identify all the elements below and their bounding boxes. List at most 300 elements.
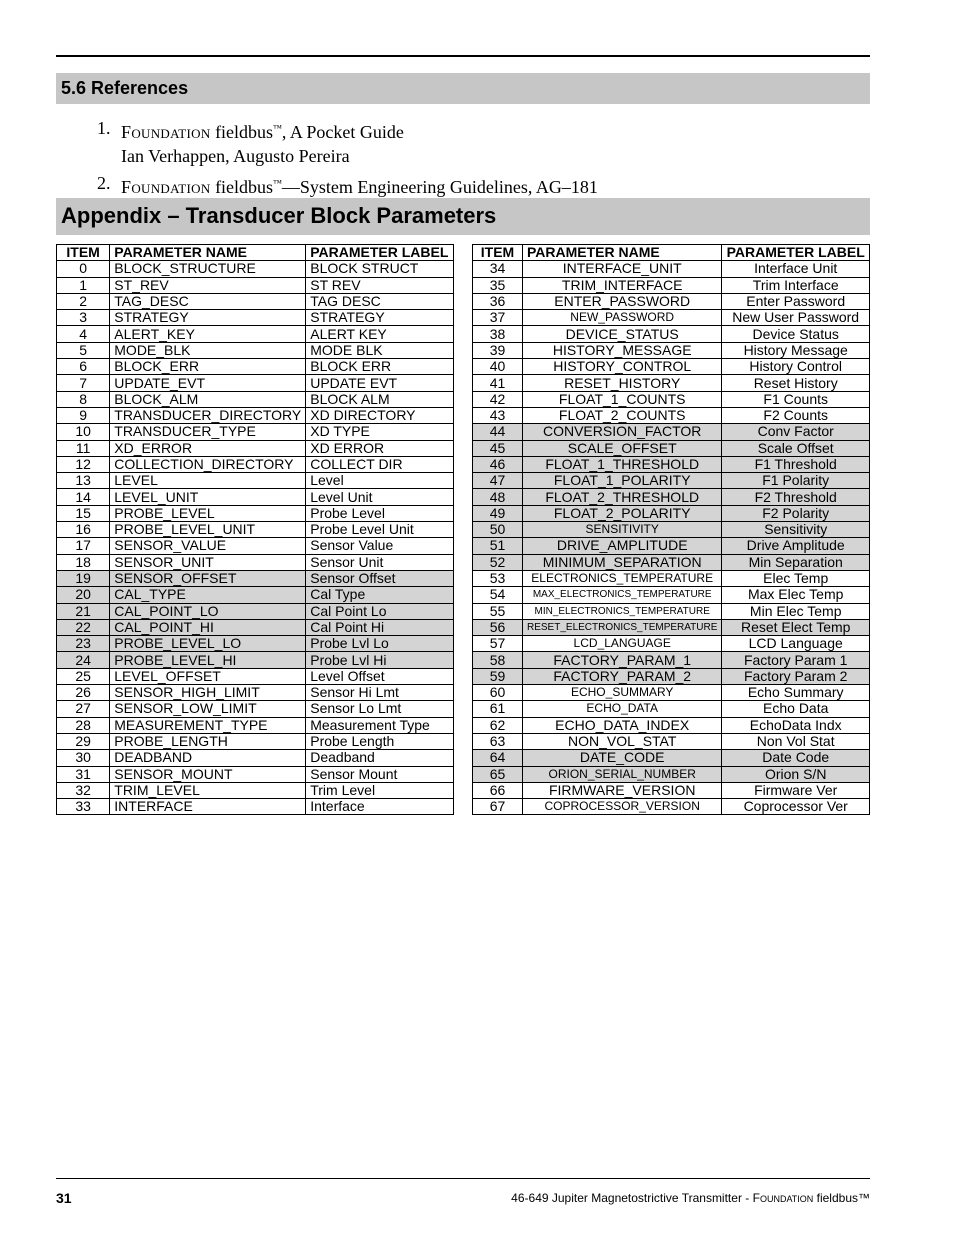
cell-parameter-name: STRATEGY [110, 310, 306, 326]
footer-title [511, 1191, 870, 1205]
table-header-row [57, 245, 454, 261]
cell-parameter-label: F2 Counts [722, 407, 870, 423]
cell-parameter-label: Cal Type [306, 587, 454, 603]
reference-title: , A Pocket Guide [281, 122, 404, 142]
cell-item: 27 [57, 701, 110, 717]
table-row [473, 375, 870, 391]
cell-parameter-name: HISTORY_MESSAGE [523, 342, 722, 358]
footer-title-suffix: fieldbus™ [813, 1191, 870, 1205]
cell-parameter-label: Max Elec Temp [722, 587, 870, 603]
cell-parameter-label: TAG DESC [306, 293, 454, 309]
table-row [57, 554, 454, 570]
cell-item: 56 [473, 619, 523, 635]
cell-parameter-label: Trim Interface [722, 277, 870, 293]
cell-parameter-name: ECHO_DATA [523, 701, 722, 717]
reference-authors: Ian Verhappen, Augusto Pereira [121, 146, 350, 166]
cell-parameter-name: DEADBAND [110, 750, 306, 766]
cell-item: 11 [57, 440, 110, 456]
table-row [473, 489, 870, 505]
cell-parameter-name: ALERT_KEY [110, 326, 306, 342]
table-row [57, 293, 454, 309]
cell-parameter-label: Drive Amplitude [722, 538, 870, 554]
appendix-title: Appendix – Transducer Block Parameters [61, 203, 497, 228]
cell-parameter-name: FLOAT_1_COUNTS [523, 391, 722, 407]
cell-item: 37 [473, 310, 523, 326]
cell-parameter-label: STRATEGY [306, 310, 454, 326]
table-row [57, 668, 454, 684]
cell-parameter-label: Coprocessor Ver [722, 799, 870, 815]
cell-parameter-name: BLOCK_STRUCTURE [110, 261, 306, 277]
cell-parameter-label: F2 Polarity [722, 505, 870, 521]
table-row [57, 701, 454, 717]
cell-item: 65 [473, 766, 523, 782]
cell-item: 42 [473, 391, 523, 407]
cell-parameter-name: FLOAT_2_COUNTS [523, 407, 722, 423]
trademark: ™ [273, 178, 282, 188]
table-row [57, 685, 454, 701]
cell-parameter-label: F2 Threshold [722, 489, 870, 505]
cell-parameter-name: FLOAT_1_THRESHOLD [523, 456, 722, 472]
cell-parameter-label: Scale Offset [722, 440, 870, 456]
header-parameter-label: PARAMETER LABEL [722, 245, 870, 261]
cell-parameter-name: ECHO_SUMMARY [523, 685, 722, 701]
table-row [57, 522, 454, 538]
cell-parameter-label: Sensor Value [306, 538, 454, 554]
cell-item: 31 [57, 766, 110, 782]
cell-parameter-name: NEW_PASSWORD [523, 310, 722, 326]
cell-item: 39 [473, 342, 523, 358]
cell-item: 20 [57, 587, 110, 603]
table-row [57, 326, 454, 342]
cell-item: 16 [57, 522, 110, 538]
cell-parameter-name: MIN_ELECTRONICS_TEMPERATURE [523, 603, 722, 619]
table-row [57, 733, 454, 749]
cell-item: 7 [57, 375, 110, 391]
table-row [473, 587, 870, 603]
cell-parameter-label: Echo Summary [722, 685, 870, 701]
cell-item: 59 [473, 668, 523, 684]
table-row [57, 359, 454, 375]
cell-parameter-name: TRIM_LEVEL [110, 782, 306, 798]
cell-parameter-name: PROBE_LEVEL_HI [110, 652, 306, 668]
table-row [57, 473, 454, 489]
cell-item: 51 [473, 538, 523, 554]
cell-parameter-label: Sensitivity [722, 522, 870, 538]
table-row [57, 570, 454, 586]
table-row [57, 342, 454, 358]
cell-parameter-label: Probe Level Unit [306, 522, 454, 538]
table-row [57, 587, 454, 603]
cell-parameter-name: FACTORY_PARAM_1 [523, 652, 722, 668]
cell-parameter-label: Min Elec Temp [722, 603, 870, 619]
cell-parameter-label: Sensor Mount [306, 766, 454, 782]
table-row [473, 636, 870, 652]
table-row [473, 310, 870, 326]
cell-item: 62 [473, 717, 523, 733]
cell-parameter-name: SENSOR_MOUNT [110, 766, 306, 782]
cell-item: 4 [57, 326, 110, 342]
cell-item: 36 [473, 293, 523, 309]
cell-parameter-name: RESET_HISTORY [523, 375, 722, 391]
cell-parameter-name: MODE_BLK [110, 342, 306, 358]
cell-parameter-label: Sensor Unit [306, 554, 454, 570]
cell-parameter-name: ECHO_DATA_INDEX [523, 717, 722, 733]
table-row [473, 277, 870, 293]
cell-item: 0 [57, 261, 110, 277]
footer-title-org: FOUNDATION [752, 1191, 814, 1205]
cell-item: 43 [473, 407, 523, 423]
cell-parameter-name: CONVERSION_FACTOR [523, 424, 722, 440]
cell-item: 8 [57, 391, 110, 407]
cell-parameter-name: PROBE_LENGTH [110, 733, 306, 749]
bottom-rule [56, 1178, 870, 1179]
table-row [57, 619, 454, 635]
table-row [473, 293, 870, 309]
section-header [56, 73, 870, 104]
table-row [473, 652, 870, 668]
table-row [473, 391, 870, 407]
cell-parameter-name: FLOAT_1_POLARITY [523, 473, 722, 489]
cell-parameter-label: ALERT KEY [306, 326, 454, 342]
cell-item: 52 [473, 554, 523, 570]
cell-parameter-name: SENSITIVITY [523, 522, 722, 538]
top-rule [56, 55, 870, 57]
cell-item: 25 [57, 668, 110, 684]
table-row [57, 424, 454, 440]
cell-parameter-label: LCD Language [722, 636, 870, 652]
cell-parameter-label: Factory Param 1 [722, 652, 870, 668]
cell-item: 61 [473, 701, 523, 717]
cell-item: 49 [473, 505, 523, 521]
cell-item: 28 [57, 717, 110, 733]
cell-parameter-label: Cal Point Lo [306, 603, 454, 619]
cell-parameter-label: Sensor Lo Lmt [306, 701, 454, 717]
cell-parameter-name: BLOCK_ERR [110, 359, 306, 375]
cell-parameter-label: XD TYPE [306, 424, 454, 440]
table-row [57, 766, 454, 782]
cell-parameter-name: PROBE_LEVEL_UNIT [110, 522, 306, 538]
table-row [473, 473, 870, 489]
cell-parameter-label: History Message [722, 342, 870, 358]
cell-item: 67 [473, 799, 523, 815]
cell-item: 66 [473, 782, 523, 798]
cell-parameter-name: COPROCESSOR_VERSION [523, 799, 722, 815]
table-row [57, 782, 454, 798]
cell-item: 10 [57, 424, 110, 440]
cell-parameter-label: Probe Lvl Hi [306, 652, 454, 668]
cell-parameter-label: Sensor Offset [306, 570, 454, 586]
cell-item: 18 [57, 554, 110, 570]
cell-item: 48 [473, 489, 523, 505]
cell-item: 12 [57, 456, 110, 472]
cell-item: 41 [473, 375, 523, 391]
cell-parameter-name: MEASUREMENT_TYPE [110, 717, 306, 733]
table-row [473, 570, 870, 586]
header-parameter-label: PARAMETER LABEL [306, 245, 454, 261]
cell-parameter-label: Interface Unit [722, 261, 870, 277]
table-row [473, 456, 870, 472]
table-row [473, 685, 870, 701]
cell-item: 60 [473, 685, 523, 701]
table-row [473, 522, 870, 538]
cell-parameter-label: XD ERROR [306, 440, 454, 456]
table-row [57, 375, 454, 391]
cell-parameter-label: EchoData Indx [722, 717, 870, 733]
cell-parameter-name: DRIVE_AMPLITUDE [523, 538, 722, 554]
cell-item: 21 [57, 603, 110, 619]
cell-parameter-name: LEVEL [110, 473, 306, 489]
table-row [473, 766, 870, 782]
cell-parameter-label: Deadband [306, 750, 454, 766]
cell-parameter-name: PROBE_LEVEL [110, 505, 306, 521]
cell-parameter-name: FIRMWARE_VERSION [523, 782, 722, 798]
table-row [473, 717, 870, 733]
table-row [57, 538, 454, 554]
cell-parameter-label: F1 Counts [722, 391, 870, 407]
cell-parameter-name: TRIM_INTERFACE [523, 277, 722, 293]
cell-parameter-label: Level [306, 473, 454, 489]
cell-parameter-name: UPDATE_EVT [110, 375, 306, 391]
cell-parameter-label: Min Separation [722, 554, 870, 570]
cell-parameter-label: Sensor Hi Lmt [306, 685, 454, 701]
cell-parameter-label: Non Vol Stat [722, 733, 870, 749]
cell-item: 44 [473, 424, 523, 440]
cell-item: 26 [57, 685, 110, 701]
table-row [473, 407, 870, 423]
cell-parameter-name: COLLECTION_DIRECTORY [110, 456, 306, 472]
cell-parameter-label: F1 Polarity [722, 473, 870, 489]
cell-item: 63 [473, 733, 523, 749]
cell-item: 5 [57, 342, 110, 358]
reference-number: 2. [97, 173, 111, 193]
cell-parameter-label: BLOCK STRUCT [306, 261, 454, 277]
cell-parameter-label: F1 Threshold [722, 456, 870, 472]
reference-org: FOUNDATION [121, 122, 211, 142]
cell-parameter-name: TAG_DESC [110, 293, 306, 309]
cell-item: 15 [57, 505, 110, 521]
cell-parameter-name: SENSOR_LOW_LIMIT [110, 701, 306, 717]
cell-parameter-name: INTERFACE [110, 799, 306, 815]
section-title: 5.6 References [61, 78, 189, 98]
table-row [57, 407, 454, 423]
cell-parameter-label: Level Offset [306, 668, 454, 684]
cell-item: 29 [57, 733, 110, 749]
cell-parameter-label: Date Code [722, 750, 870, 766]
cell-parameter-name: FLOAT_2_THRESHOLD [523, 489, 722, 505]
parameter-table-right [472, 244, 870, 815]
cell-parameter-label: ST REV [306, 277, 454, 293]
table-row [57, 603, 454, 619]
cell-parameter-label: MODE BLK [306, 342, 454, 358]
cell-item: 58 [473, 652, 523, 668]
table-row [57, 717, 454, 733]
cell-parameter-name: INTERFACE_UNIT [523, 261, 722, 277]
cell-parameter-name: LCD_LANGUAGE [523, 636, 722, 652]
cell-item: 1 [57, 277, 110, 293]
cell-parameter-label: Firmware Ver [722, 782, 870, 798]
table-row [473, 359, 870, 375]
cell-item: 33 [57, 799, 110, 815]
table-row [473, 733, 870, 749]
cell-item: 55 [473, 603, 523, 619]
cell-parameter-label: BLOCK ALM [306, 391, 454, 407]
cell-parameter-name: SENSOR_OFFSET [110, 570, 306, 586]
cell-item: 30 [57, 750, 110, 766]
cell-item: 6 [57, 359, 110, 375]
table-row [57, 440, 454, 456]
cell-item: 19 [57, 570, 110, 586]
header-item: ITEM [57, 245, 110, 261]
reference-title: —System Engineering Guidelines, AG–181 [281, 177, 598, 197]
table-row [57, 489, 454, 505]
table-row [57, 799, 454, 815]
table-row [57, 391, 454, 407]
cell-parameter-name: ORION_SERIAL_NUMBER [523, 766, 722, 782]
table-row [57, 636, 454, 652]
cell-parameter-name: MAX_ELECTRONICS_TEMPERATURE [523, 587, 722, 603]
cell-parameter-name: SCALE_OFFSET [523, 440, 722, 456]
trademark: ™ [273, 123, 282, 133]
cell-item: 34 [473, 261, 523, 277]
cell-parameter-label: Orion S/N [722, 766, 870, 782]
cell-parameter-label: Echo Data [722, 701, 870, 717]
cell-item: 22 [57, 619, 110, 635]
cell-item: 45 [473, 440, 523, 456]
cell-parameter-label: Level Unit [306, 489, 454, 505]
cell-item: 53 [473, 570, 523, 586]
cell-parameter-name: LEVEL_OFFSET [110, 668, 306, 684]
table-row [473, 554, 870, 570]
reference-item [97, 172, 598, 200]
cell-parameter-name: FLOAT_2_POLARITY [523, 505, 722, 521]
cell-parameter-label: Conv Factor [722, 424, 870, 440]
cell-item: 13 [57, 473, 110, 489]
table-row [473, 261, 870, 277]
cell-parameter-name: SENSOR_HIGH_LIMIT [110, 685, 306, 701]
table-row [57, 750, 454, 766]
cell-parameter-label: Enter Password [722, 293, 870, 309]
cell-parameter-label: COLLECT DIR [306, 456, 454, 472]
cell-item: 14 [57, 489, 110, 505]
cell-parameter-label: Device Status [722, 326, 870, 342]
header-parameter-name: PARAMETER NAME [110, 245, 306, 261]
cell-parameter-label: BLOCK ERR [306, 359, 454, 375]
cell-parameter-name: TRANSDUCER_DIRECTORY [110, 407, 306, 423]
cell-parameter-name: ST_REV [110, 277, 306, 293]
cell-item: 40 [473, 359, 523, 375]
cell-parameter-label: Factory Param 2 [722, 668, 870, 684]
cell-parameter-name: HISTORY_CONTROL [523, 359, 722, 375]
cell-parameter-label: Cal Point Hi [306, 619, 454, 635]
table-row [473, 505, 870, 521]
cell-parameter-label: Elec Temp [722, 570, 870, 586]
cell-item: 2 [57, 293, 110, 309]
cell-parameter-name: PROBE_LEVEL_LO [110, 636, 306, 652]
cell-item: 3 [57, 310, 110, 326]
table-row [473, 619, 870, 635]
table-row [473, 440, 870, 456]
cell-parameter-label: History Control [722, 359, 870, 375]
table-row [473, 538, 870, 554]
cell-parameter-label: Probe Lvl Lo [306, 636, 454, 652]
reference-product: fieldbus [215, 177, 274, 197]
table-row [473, 750, 870, 766]
header-item: ITEM [473, 245, 523, 261]
cell-item: 46 [473, 456, 523, 472]
cell-parameter-label: UPDATE EVT [306, 375, 454, 391]
reference-number: 1. [97, 118, 111, 138]
table-row [473, 782, 870, 798]
cell-parameter-label: Trim Level [306, 782, 454, 798]
cell-parameter-label: New User Password [722, 310, 870, 326]
reference-org: FOUNDATION [121, 177, 211, 197]
cell-parameter-name: ENTER_PASSWORD [523, 293, 722, 309]
table-row [57, 456, 454, 472]
table-row [473, 799, 870, 815]
table-row [473, 326, 870, 342]
table-row [473, 668, 870, 684]
cell-parameter-name: SENSOR_VALUE [110, 538, 306, 554]
reference-product: fieldbus [215, 122, 274, 142]
table-row [57, 277, 454, 293]
table-row [57, 652, 454, 668]
cell-parameter-label: Interface [306, 799, 454, 815]
cell-item: 24 [57, 652, 110, 668]
table-row [57, 505, 454, 521]
cell-parameter-name: TRANSDUCER_TYPE [110, 424, 306, 440]
table-row [473, 603, 870, 619]
cell-item: 23 [57, 636, 110, 652]
cell-item: 54 [473, 587, 523, 603]
table-row [57, 310, 454, 326]
cell-parameter-name: XD_ERROR [110, 440, 306, 456]
cell-parameter-label: Reset Elect Temp [722, 619, 870, 635]
appendix-header [56, 198, 870, 235]
cell-parameter-label: Probe Level [306, 505, 454, 521]
cell-parameter-name: RESET_ELECTRONICS_TEMPERATURE [523, 619, 722, 635]
cell-parameter-name: ELECTRONICS_TEMPERATURE [523, 570, 722, 586]
table-row [473, 701, 870, 717]
cell-parameter-name: LEVEL_UNIT [110, 489, 306, 505]
footer-title-prefix: 46-649 Jupiter Magnetostrictive Transmitter - [511, 1191, 753, 1205]
table-row [473, 424, 870, 440]
cell-parameter-label: Reset History [722, 375, 870, 391]
cell-parameter-name: DEVICE_STATUS [523, 326, 722, 342]
cell-parameter-name: CAL_POINT_HI [110, 619, 306, 635]
cell-parameter-name: NON_VOL_STAT [523, 733, 722, 749]
table-row [57, 261, 454, 277]
cell-parameter-name: SENSOR_UNIT [110, 554, 306, 570]
cell-item: 64 [473, 750, 523, 766]
cell-item: 35 [473, 277, 523, 293]
reference-list [97, 117, 598, 200]
cell-item: 47 [473, 473, 523, 489]
cell-item: 50 [473, 522, 523, 538]
cell-parameter-label: Measurement Type [306, 717, 454, 733]
parameter-table-left [56, 244, 454, 815]
cell-parameter-name: MINIMUM_SEPARATION [523, 554, 722, 570]
cell-parameter-label: XD DIRECTORY [306, 407, 454, 423]
table-row [473, 342, 870, 358]
page-number: 31 [56, 1190, 72, 1206]
cell-item: 17 [57, 538, 110, 554]
cell-item: 38 [473, 326, 523, 342]
cell-item: 9 [57, 407, 110, 423]
table-header-row [473, 245, 870, 261]
header-parameter-name: PARAMETER NAME [523, 245, 722, 261]
cell-parameter-name: CAL_POINT_LO [110, 603, 306, 619]
reference-item [97, 117, 598, 167]
